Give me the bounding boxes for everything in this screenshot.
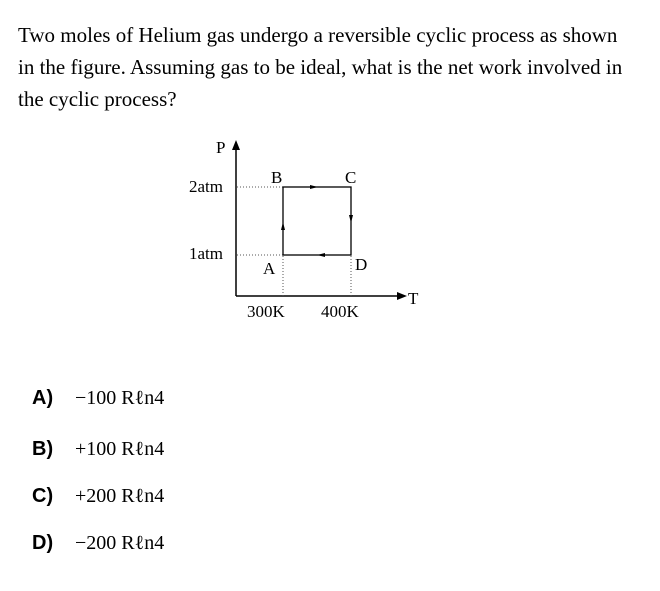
point-label-a: A: [263, 259, 276, 278]
option-a[interactable]: [32, 384, 164, 412]
option-d-letter: D): [32, 531, 54, 554]
option-b[interactable]: [32, 435, 164, 463]
x-axis-label: T: [408, 289, 419, 308]
option-d-text: −200 Rℓn4: [75, 531, 165, 554]
point-label-b: B: [271, 168, 283, 187]
arrow-b-to-c-icon: [310, 185, 318, 189]
arrow-a-to-b-icon: [281, 222, 285, 230]
option-c-letter: C): [32, 484, 54, 507]
arrow-d-to-a-icon: [317, 253, 325, 257]
option-d[interactable]: [32, 529, 164, 557]
x-axis-arrow-icon: [397, 292, 407, 300]
arrow-c-to-d-icon: [349, 215, 353, 223]
tick-1atm: 1atm: [189, 244, 223, 263]
option-a-text: −100 Rℓn4: [75, 386, 165, 409]
option-b-text: +100 Rℓn4: [75, 437, 165, 460]
cycle-path: [283, 187, 351, 255]
option-a-letter: A): [32, 386, 54, 409]
point-label-c: C: [345, 168, 357, 187]
tick-2atm: 2atm: [189, 177, 223, 196]
option-c[interactable]: [32, 482, 164, 510]
tick-400k: 400K: [321, 302, 359, 321]
point-label-d: D: [355, 255, 368, 274]
option-b-letter: B): [32, 437, 54, 460]
y-axis-label: P: [216, 138, 226, 157]
question-text: Two moles of Helium gas undergo a reversible cyclic process as shown in the figure. Assuming gas to be ideal, what is the net work involved in the cyclic process?: [18, 23, 623, 111]
y-axis-arrow-icon: [232, 140, 240, 150]
tick-300k: 300K: [247, 302, 285, 321]
option-c-text: +200 Rℓn4: [75, 484, 165, 507]
